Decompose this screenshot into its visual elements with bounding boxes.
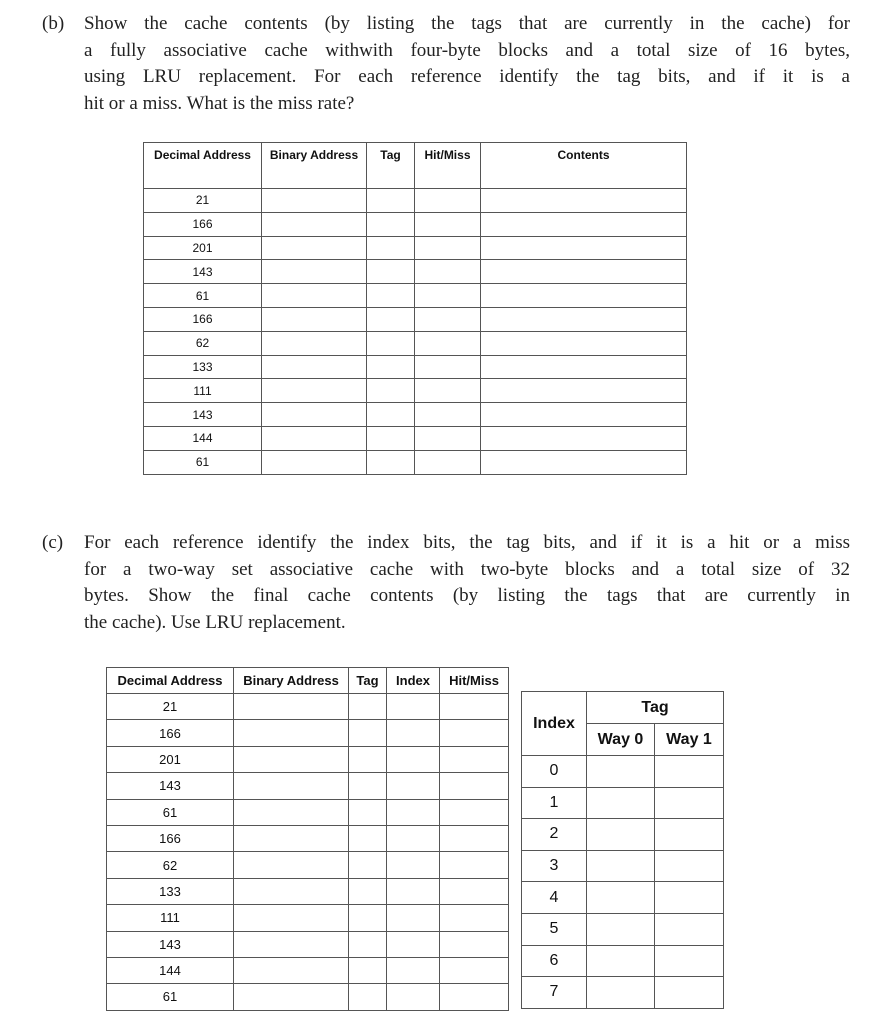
table-row bbox=[144, 307, 687, 331]
way-0-cell[interactable] bbox=[587, 819, 655, 851]
answer-cell[interactable] bbox=[349, 852, 387, 878]
answer-cell[interactable] bbox=[440, 773, 509, 799]
answer-cell[interactable] bbox=[440, 931, 509, 957]
answer-cell[interactable] bbox=[349, 931, 387, 957]
table-row bbox=[107, 720, 509, 746]
answer-cell[interactable] bbox=[349, 694, 387, 720]
decimal-address-cell: 166 bbox=[144, 307, 262, 331]
answer-cell[interactable] bbox=[387, 746, 440, 772]
decimal-address-cell: 166 bbox=[144, 212, 262, 236]
answer-cell[interactable] bbox=[415, 284, 481, 308]
answer-cell[interactable] bbox=[481, 379, 687, 403]
decimal-address-cell: 143 bbox=[107, 773, 234, 799]
way-0-cell[interactable] bbox=[587, 945, 655, 977]
decimal-address-cell: 62 bbox=[107, 852, 234, 878]
way-0-cell[interactable] bbox=[587, 977, 655, 1009]
answer-cell[interactable] bbox=[481, 189, 687, 213]
answer-cell[interactable] bbox=[387, 905, 440, 931]
table-row bbox=[107, 825, 509, 851]
answer-cell[interactable] bbox=[387, 694, 440, 720]
way-1-cell[interactable] bbox=[655, 977, 724, 1009]
index-cell: 6 bbox=[522, 945, 587, 977]
answer-cell[interactable] bbox=[349, 878, 387, 904]
way-1-cell[interactable] bbox=[655, 756, 724, 788]
cache-set-row bbox=[522, 819, 724, 851]
table-row bbox=[107, 957, 509, 983]
way-1-cell[interactable] bbox=[655, 819, 724, 851]
decimal-address-cell: 61 bbox=[107, 984, 234, 1010]
question-line: using LRU replacement. For each reference identify the tag bits, and if it is a bbox=[84, 66, 850, 87]
cache-set-row bbox=[522, 756, 724, 788]
answer-cell[interactable] bbox=[440, 957, 509, 983]
table-row bbox=[144, 284, 687, 308]
answer-cell[interactable] bbox=[234, 905, 349, 931]
answer-cell[interactable] bbox=[481, 212, 687, 236]
answer-cell[interactable] bbox=[262, 212, 367, 236]
answer-cell[interactable] bbox=[234, 984, 349, 1010]
table-row bbox=[144, 260, 687, 284]
answer-cell[interactable] bbox=[234, 720, 349, 746]
decimal-address-cell: 143 bbox=[107, 931, 234, 957]
decimal-address-cell: 166 bbox=[107, 825, 234, 851]
way-0-cell[interactable] bbox=[587, 913, 655, 945]
answer-cell[interactable] bbox=[440, 852, 509, 878]
answer-cell[interactable] bbox=[440, 799, 509, 825]
answer-cell[interactable] bbox=[262, 307, 367, 331]
answer-cell[interactable] bbox=[367, 331, 415, 355]
decimal-address-cell: 144 bbox=[107, 957, 234, 983]
answer-cell[interactable] bbox=[440, 825, 509, 851]
answer-cell[interactable] bbox=[481, 450, 687, 474]
table-row bbox=[144, 379, 687, 403]
answer-cell[interactable] bbox=[415, 307, 481, 331]
column-header: Hit/Miss bbox=[415, 143, 481, 189]
decimal-address-cell: 201 bbox=[144, 236, 262, 260]
answer-cell[interactable] bbox=[367, 236, 415, 260]
answer-cell[interactable] bbox=[481, 236, 687, 260]
way-1-cell[interactable] bbox=[655, 945, 724, 977]
way-1-header: Way 1 bbox=[655, 724, 724, 756]
answer-cell[interactable] bbox=[262, 189, 367, 213]
fully-associative-table bbox=[143, 142, 687, 475]
answer-cell[interactable] bbox=[415, 236, 481, 260]
answer-cell[interactable] bbox=[367, 212, 415, 236]
table-row bbox=[107, 694, 509, 720]
answer-cell[interactable] bbox=[415, 212, 481, 236]
decimal-address-cell: 143 bbox=[144, 260, 262, 284]
column-header: Binary Address bbox=[262, 143, 367, 189]
answer-cell[interactable] bbox=[387, 984, 440, 1010]
answer-cell[interactable] bbox=[262, 403, 367, 427]
decimal-address-cell: 21 bbox=[144, 189, 262, 213]
answer-cell[interactable] bbox=[440, 694, 509, 720]
answer-cell[interactable] bbox=[367, 379, 415, 403]
question-line: hit or a miss. What is the miss rate? bbox=[84, 92, 355, 114]
way-1-cell[interactable] bbox=[655, 913, 724, 945]
index-cell: 1 bbox=[522, 787, 587, 819]
column-header: Hit/Miss bbox=[440, 668, 509, 694]
part-c-label: (c) bbox=[42, 532, 64, 553]
table-row bbox=[144, 450, 687, 474]
decimal-address-cell: 21 bbox=[107, 694, 234, 720]
question-line: bytes. Show the final cache contents (by listing the tags that are currently in bbox=[84, 585, 850, 606]
index-cell: 7 bbox=[522, 977, 587, 1009]
index-cell: 4 bbox=[522, 882, 587, 914]
answer-cell[interactable] bbox=[234, 799, 349, 825]
answer-cell[interactable] bbox=[262, 236, 367, 260]
decimal-address-cell: 111 bbox=[107, 905, 234, 931]
answer-cell[interactable] bbox=[234, 878, 349, 904]
answer-cell[interactable] bbox=[367, 403, 415, 427]
decimal-address-cell: 62 bbox=[144, 331, 262, 355]
question-line: for a two-way set associative cache with two-byte blocks and a total size of 32 bbox=[84, 558, 850, 580]
answer-cell[interactable] bbox=[440, 984, 509, 1010]
answer-cell[interactable] bbox=[367, 426, 415, 450]
answer-cell[interactable] bbox=[234, 773, 349, 799]
answer-cell[interactable] bbox=[415, 355, 481, 379]
answer-cell[interactable] bbox=[481, 307, 687, 331]
answer-cell[interactable] bbox=[440, 905, 509, 931]
answer-cell[interactable] bbox=[387, 773, 440, 799]
table-row bbox=[144, 236, 687, 260]
answer-cell[interactable] bbox=[415, 260, 481, 284]
index-cell: 2 bbox=[522, 819, 587, 851]
answer-cell[interactable] bbox=[349, 720, 387, 746]
answer-cell[interactable] bbox=[481, 426, 687, 450]
answer-cell[interactable] bbox=[481, 260, 687, 284]
column-header: Binary Address bbox=[234, 668, 349, 694]
decimal-address-cell: 144 bbox=[144, 426, 262, 450]
answer-cell[interactable] bbox=[367, 355, 415, 379]
column-header: Index bbox=[387, 668, 440, 694]
table-row bbox=[107, 878, 509, 904]
cache-set-row bbox=[522, 850, 724, 882]
answer-cell[interactable] bbox=[481, 284, 687, 308]
answer-cell[interactable] bbox=[415, 426, 481, 450]
answer-cell[interactable] bbox=[367, 284, 415, 308]
table-row bbox=[107, 852, 509, 878]
decimal-address-cell: 166 bbox=[107, 720, 234, 746]
answer-cell[interactable] bbox=[481, 331, 687, 355]
table-row bbox=[107, 773, 509, 799]
answer-cell[interactable] bbox=[367, 260, 415, 284]
decimal-address-cell: 61 bbox=[107, 799, 234, 825]
index-cell: 5 bbox=[522, 913, 587, 945]
answer-cell[interactable] bbox=[349, 957, 387, 983]
question-line: For each reference identify the index bits, the tag bits, and if it is a hit or a miss bbox=[84, 532, 850, 553]
decimal-address-cell: 111 bbox=[144, 379, 262, 403]
table-row bbox=[107, 984, 509, 1010]
answer-cell[interactable] bbox=[415, 379, 481, 403]
answer-cell[interactable] bbox=[262, 355, 367, 379]
way-1-cell[interactable] bbox=[655, 787, 724, 819]
way-1-cell[interactable] bbox=[655, 850, 724, 882]
cache-set-row bbox=[522, 787, 724, 819]
answer-cell[interactable] bbox=[415, 450, 481, 474]
table-row bbox=[107, 799, 509, 825]
table-row bbox=[144, 331, 687, 355]
answer-cell[interactable] bbox=[349, 746, 387, 772]
way-0-cell[interactable] bbox=[587, 787, 655, 819]
answer-cell[interactable] bbox=[387, 957, 440, 983]
answer-cell[interactable] bbox=[387, 852, 440, 878]
answer-cell[interactable] bbox=[481, 403, 687, 427]
question-line: the cache). Use LRU replacement. bbox=[84, 611, 346, 633]
decimal-address-cell: 133 bbox=[144, 355, 262, 379]
cache-set-row bbox=[522, 882, 724, 914]
cache-set-row bbox=[522, 977, 724, 1009]
answer-cell[interactable] bbox=[234, 746, 349, 772]
table-row bbox=[107, 746, 509, 772]
set-associative-table bbox=[106, 667, 509, 1011]
answer-cell[interactable] bbox=[262, 260, 367, 284]
index-cell: 3 bbox=[522, 850, 587, 882]
decimal-address-cell: 143 bbox=[144, 403, 262, 427]
index-cell: 0 bbox=[522, 756, 587, 788]
answer-cell[interactable] bbox=[367, 450, 415, 474]
column-header: Decimal Address bbox=[107, 668, 234, 694]
answer-cell[interactable] bbox=[367, 307, 415, 331]
table-row bbox=[144, 426, 687, 450]
answer-cell[interactable] bbox=[415, 403, 481, 427]
answer-cell[interactable] bbox=[234, 957, 349, 983]
answer-cell[interactable] bbox=[234, 931, 349, 957]
answer-cell[interactable] bbox=[349, 825, 387, 851]
answer-cell[interactable] bbox=[262, 331, 367, 355]
table-row bbox=[107, 905, 509, 931]
answer-cell[interactable] bbox=[349, 773, 387, 799]
answer-cell[interactable] bbox=[349, 799, 387, 825]
table-row bbox=[144, 189, 687, 213]
part-b-question bbox=[84, 11, 850, 117]
answer-cell[interactable] bbox=[387, 799, 440, 825]
column-header: Contents bbox=[481, 143, 687, 189]
table-row bbox=[107, 931, 509, 957]
answer-cell[interactable] bbox=[387, 720, 440, 746]
column-header: Decimal Address bbox=[144, 143, 262, 189]
index-header: Index bbox=[522, 692, 587, 756]
answer-cell[interactable] bbox=[234, 852, 349, 878]
way-1-cell[interactable] bbox=[655, 882, 724, 914]
way-0-cell[interactable] bbox=[587, 882, 655, 914]
answer-cell[interactable] bbox=[349, 984, 387, 1010]
answer-cell[interactable] bbox=[440, 720, 509, 746]
answer-cell[interactable] bbox=[262, 450, 367, 474]
part-b-label: (b) bbox=[42, 13, 65, 34]
answer-cell[interactable] bbox=[349, 905, 387, 931]
cache-contents-table bbox=[521, 691, 724, 1009]
table-row bbox=[144, 212, 687, 236]
way-0-header: Way 0 bbox=[587, 724, 655, 756]
tag-header: Tag bbox=[587, 692, 724, 724]
answer-cell[interactable] bbox=[262, 426, 367, 450]
decimal-address-cell: 61 bbox=[144, 450, 262, 474]
answer-cell[interactable] bbox=[440, 746, 509, 772]
answer-cell[interactable] bbox=[234, 825, 349, 851]
answer-cell[interactable] bbox=[440, 878, 509, 904]
answer-cell[interactable] bbox=[367, 189, 415, 213]
cache-set-row bbox=[522, 913, 724, 945]
way-0-cell[interactable] bbox=[587, 756, 655, 788]
decimal-address-cell: 61 bbox=[144, 284, 262, 308]
answer-cell[interactable] bbox=[415, 331, 481, 355]
decimal-address-cell: 133 bbox=[107, 878, 234, 904]
question-line: a fully associative cache withwith four-byte blocks and a total size of 16 bytes, bbox=[84, 39, 850, 61]
decimal-address-cell: 201 bbox=[107, 746, 234, 772]
answer-cell[interactable] bbox=[262, 379, 367, 403]
part-c-question bbox=[84, 530, 850, 636]
answer-cell[interactable] bbox=[481, 355, 687, 379]
answer-cell[interactable] bbox=[234, 694, 349, 720]
answer-cell[interactable] bbox=[387, 878, 440, 904]
cache-set-row bbox=[522, 945, 724, 977]
column-header: Tag bbox=[367, 143, 415, 189]
answer-cell[interactable] bbox=[262, 284, 367, 308]
table-row bbox=[144, 355, 687, 379]
way-0-cell[interactable] bbox=[587, 850, 655, 882]
table-row bbox=[144, 403, 687, 427]
answer-cell[interactable] bbox=[415, 189, 481, 213]
answer-cell[interactable] bbox=[387, 825, 440, 851]
column-header: Tag bbox=[349, 668, 387, 694]
question-line: Show the cache contents (by listing the tags that are currently in the cache) for bbox=[84, 13, 850, 34]
answer-cell[interactable] bbox=[387, 931, 440, 957]
